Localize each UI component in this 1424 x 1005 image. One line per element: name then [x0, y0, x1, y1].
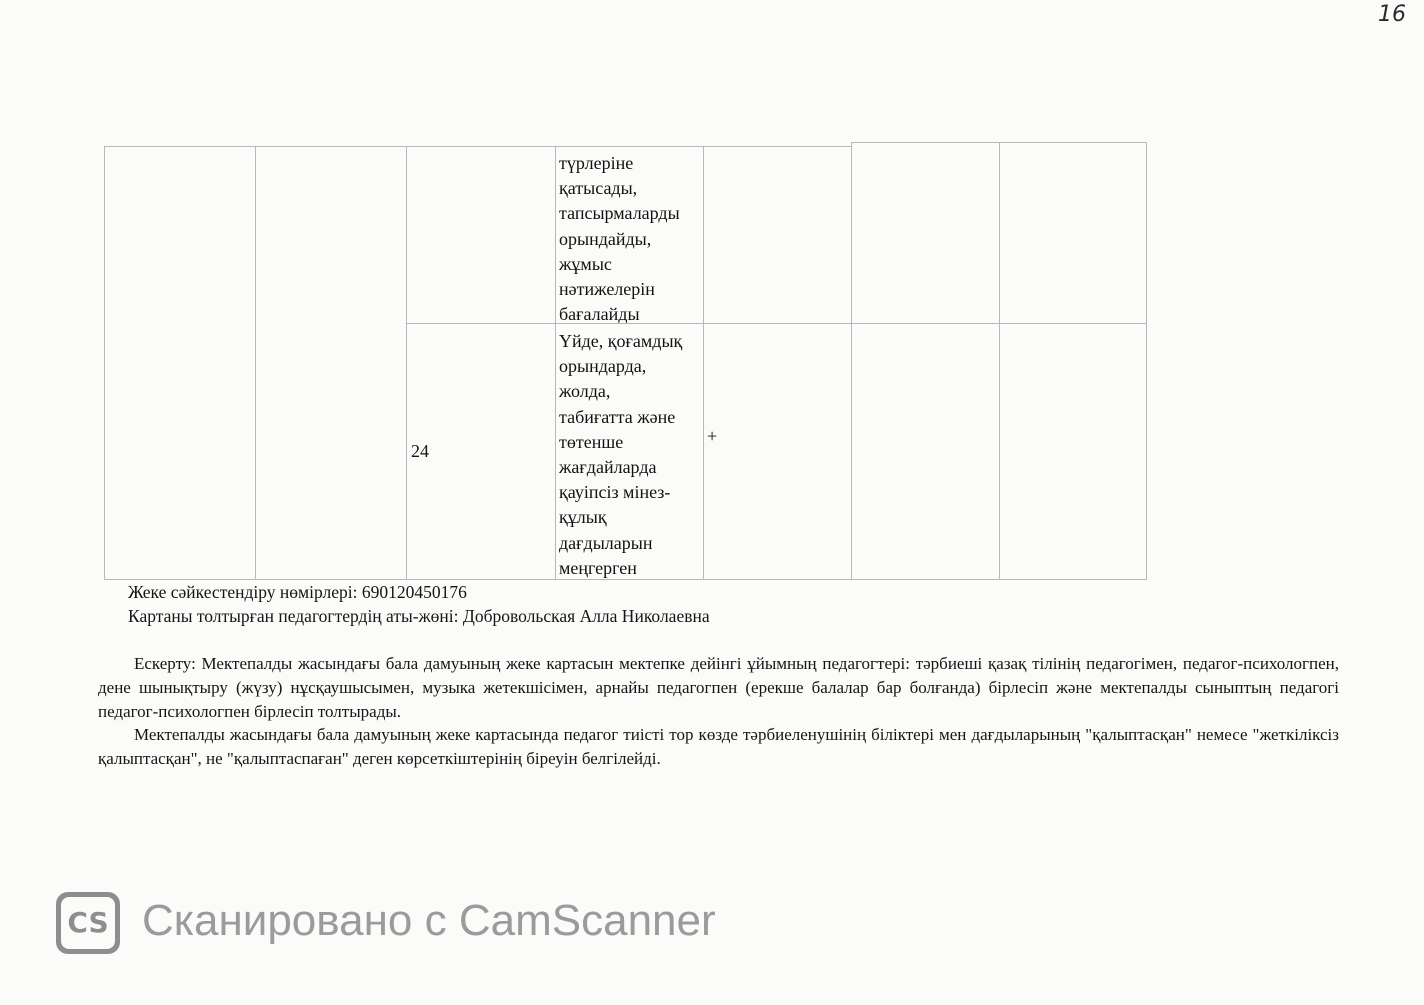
camscanner-logo-icon: [56, 892, 120, 954]
note-block: [98, 652, 1339, 771]
criterion-line: дағдыларын: [559, 532, 653, 553]
criterion-line: жолда,: [559, 381, 611, 402]
criterion-line: орындайды,: [559, 228, 652, 249]
note-paragraph: Мектепалды жасындағы бала дамуының жеке картасында педагог тиісті тор көзде тәрбиеленушінің біліктері мен дағдыларының "қалыптасқан" немесе "жеткіліксіз қалыптасқан", не "қалыптаспаған" деген көрсеткіштерінің біреуін белгілейді.: [98, 725, 1339, 769]
criterion-line: құлық: [559, 507, 607, 528]
table-cell-mark3-a: [999, 142, 1147, 324]
criterion-line: қауіпсіз мінез-: [559, 482, 671, 503]
table-cell-mark3-b: [999, 323, 1147, 580]
scanner-caption: Сканировано с CamScanner: [142, 896, 716, 945]
table-cell-col2: [255, 146, 407, 580]
criterion-line: меңгерген: [559, 557, 637, 578]
check-mark: +: [707, 426, 718, 446]
criterion-line: бағалайды: [559, 304, 640, 325]
criterion-line: тапсырмаларды: [559, 203, 680, 224]
criterion-line: табиғатта және: [559, 406, 676, 427]
row-number: 24: [411, 441, 429, 461]
note-paragraph: Ескерту: Мектепалды жасындағы бала дамуының жеке картасын мектепке дейінгі ұйымның педагогтері: тәрбиеші қазақ тілінің педагогімен, педагог-психологпен, дене шынықтыру (жүзу) нұсқаушысымен, музыка жетекшісімен, арнайы педагогпен (ерекше балалар бар болғанда) бірлесіп және мектепалды сыныптың педагогі педагог-психологпен бірлесіп толтырады.: [98, 654, 1339, 721]
criterion-text-a: [559, 151, 702, 327]
criterion-line: орындарда,: [559, 356, 647, 377]
criterion-line: жұмыс: [559, 253, 612, 274]
criterion-line: түрлеріне: [559, 153, 634, 173]
table-cell-criterion-b: [555, 323, 704, 580]
development-table: [104, 142, 1153, 580]
criterion-line: Үйде, қоғамдық: [559, 331, 683, 351]
logo-text: CS: [67, 906, 109, 939]
table-cell-mark1-b: [703, 323, 852, 580]
table-cell-col1: [104, 146, 256, 580]
criterion-line: нәтижелерін: [559, 279, 655, 300]
table-cell-mark2-b: [851, 323, 1000, 580]
iin-line: Жеке сәйкестендіру нөмірлері: 690120450176: [128, 582, 467, 602]
table-cell-mark1-a: [703, 146, 852, 324]
criterion-line: жағдайларда: [559, 457, 657, 478]
criterion-text-b: [559, 329, 702, 581]
table-cell-criterion-a: [555, 146, 704, 324]
criterion-line: төтенше: [559, 431, 624, 452]
table-cell-number-a: [406, 146, 556, 324]
table-cell-mark2-a: [851, 142, 1000, 324]
teacher-line: Картаны толтырған педагогтердің аты-жөні: Добровольская Алла Николаевна: [128, 606, 710, 626]
table-cell-number-b: [406, 323, 556, 580]
criterion-line: қатысады,: [559, 178, 638, 199]
page-number: 16: [1378, 2, 1406, 27]
